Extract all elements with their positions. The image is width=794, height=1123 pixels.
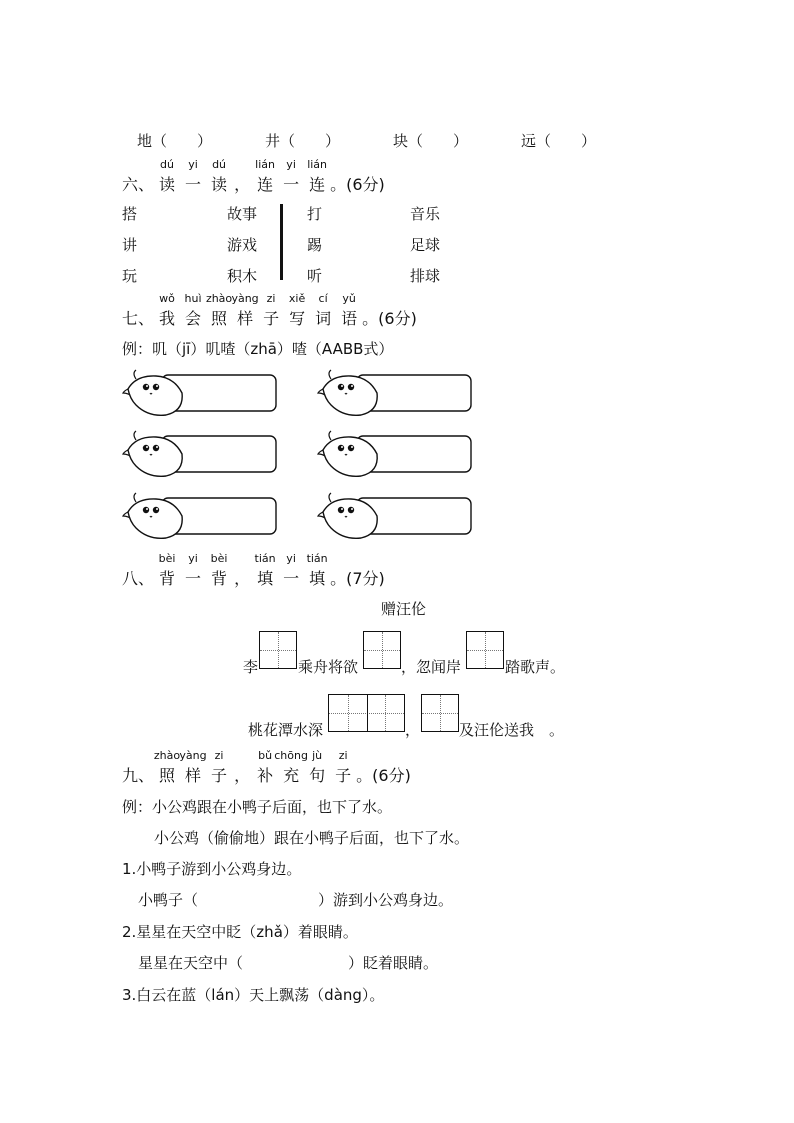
poem-text: 。 xyxy=(549,721,565,739)
pinyin-char xyxy=(179,749,207,786)
pinyin: bèi xyxy=(210,552,228,565)
pinyin: lián xyxy=(255,158,275,171)
pinyin-char xyxy=(211,158,228,195)
top-row-item: 地（ ） xyxy=(137,132,213,150)
hanzi: 背 xyxy=(159,569,176,588)
pinyin: tián xyxy=(254,552,276,565)
bird-answer-box[interactable] xyxy=(122,430,282,480)
poem-text: ，忽闻岸 xyxy=(401,658,462,676)
q6-title xyxy=(154,158,330,194)
q7-title xyxy=(154,292,362,328)
hanzi: 连 xyxy=(257,175,274,194)
q9-fill-1[interactable]: 小鸭子（ ）游到小公鸡身边。 xyxy=(138,891,454,909)
top-row-item: 远（ ） xyxy=(521,132,597,150)
pinyin-char xyxy=(205,292,233,329)
pinyin-char xyxy=(184,292,202,329)
pinyin-char xyxy=(234,763,250,786)
pinyin: bèi xyxy=(158,552,176,565)
q9-sentence-1: 1.小鸭子游到小公鸡身边。 xyxy=(122,860,302,878)
pinyin-char xyxy=(283,158,300,195)
q8-heading xyxy=(122,552,385,589)
match-item[interactable]: 听 xyxy=(307,267,323,285)
q9-example-answer: 小公鸡（偷偷地）跟在小鸭子后面，也下了水。 xyxy=(154,829,470,847)
pinyin-char xyxy=(306,552,328,589)
pinyin-char xyxy=(288,292,306,329)
poem-blank-box[interactable] xyxy=(363,631,401,669)
pinyin: yàng xyxy=(179,749,207,762)
match-item[interactable]: 音乐 xyxy=(410,205,441,223)
pinyin: yi xyxy=(188,158,198,171)
pinyin-char xyxy=(274,749,308,786)
pinyin: yàng xyxy=(231,292,259,305)
match-item[interactable]: 打 xyxy=(307,205,323,223)
poem-text: ， xyxy=(405,721,421,739)
poem-text: 乘舟将欲 xyxy=(298,658,359,676)
poem-blank-box[interactable] xyxy=(259,631,297,669)
hanzi: ， xyxy=(234,569,251,588)
divider-line xyxy=(280,204,283,280)
q7-heading xyxy=(122,292,417,329)
hanzi: 一 xyxy=(185,569,202,588)
q9-heading xyxy=(122,749,411,786)
q9-sentence-3: 3.白云在蓝（lán）天上飘荡（dàng）。 xyxy=(122,986,385,1004)
bird-answer-box[interactable] xyxy=(317,369,477,419)
q7-score: 。(6分) xyxy=(362,309,417,328)
pinyin: lián xyxy=(307,158,328,171)
pinyin-char xyxy=(341,292,358,329)
hanzi: 子 xyxy=(263,309,280,328)
hanzi: 语 xyxy=(341,309,358,328)
poem-blank-box[interactable] xyxy=(328,694,405,732)
hanzi: 一 xyxy=(283,569,300,588)
hanzi: 读 xyxy=(159,175,176,194)
hanzi: 读 xyxy=(211,175,228,194)
hanzi: ， xyxy=(234,175,251,194)
poem-text: 踏歌声。 xyxy=(505,658,566,676)
top-row-item: 块（ ） xyxy=(393,132,469,150)
pinyin-char xyxy=(210,552,228,589)
q9-number: 九、 xyxy=(122,766,155,785)
pinyin: zi xyxy=(338,749,348,762)
pinyin: zhào xyxy=(205,292,233,305)
hanzi: 一 xyxy=(283,175,300,194)
hanzi: 样 xyxy=(237,309,254,328)
q7-number: 七、 xyxy=(122,309,155,328)
pinyin-char xyxy=(335,749,352,786)
pinyin-char xyxy=(153,749,181,786)
hanzi: 照 xyxy=(159,766,176,785)
match-item[interactable]: 踢 xyxy=(307,236,323,254)
hanzi: 会 xyxy=(185,309,202,328)
pinyin-char xyxy=(159,292,176,329)
poem-text: 桃花潭水深 xyxy=(248,721,324,739)
poem-text: 及汪伦送我 xyxy=(459,721,535,739)
pinyin-char xyxy=(234,172,250,195)
pinyin-char xyxy=(185,552,202,589)
poem-title: 赠汪伦 xyxy=(381,600,427,618)
pinyin-char xyxy=(231,292,259,329)
match-item[interactable]: 玩 xyxy=(122,267,138,285)
pinyin: yi xyxy=(286,158,296,171)
pinyin: dú xyxy=(212,158,227,171)
poem-text: 李 xyxy=(243,658,259,676)
hanzi: 词 xyxy=(315,309,332,328)
pinyin-char xyxy=(263,292,280,329)
pinyin-char xyxy=(307,158,328,195)
pinyin: zhào xyxy=(153,749,181,762)
hanzi: 充 xyxy=(283,766,300,785)
bird-answer-box[interactable] xyxy=(317,430,477,480)
hanzi: 填 xyxy=(309,569,326,588)
pinyin-char xyxy=(283,552,300,589)
pinyin-char xyxy=(257,749,274,786)
match-item[interactable]: 讲 xyxy=(122,236,138,254)
q9-title xyxy=(153,749,356,785)
q7-example: 例：叽（jī）叽喳（zhā）喳（AABB式） xyxy=(122,340,394,358)
hanzi: 照 xyxy=(211,309,228,328)
pinyin-char xyxy=(255,158,275,195)
bird-answer-box[interactable] xyxy=(317,492,477,542)
hanzi: 背 xyxy=(211,569,228,588)
match-item[interactable]: 搭 xyxy=(122,205,138,223)
q8-number: 八、 xyxy=(122,569,155,588)
hanzi: 子 xyxy=(335,766,352,785)
pinyin-char xyxy=(158,552,176,589)
hanzi: 我 xyxy=(159,309,176,328)
pinyin: yi xyxy=(188,552,198,565)
pinyin-char xyxy=(234,566,250,589)
pinyin: chōng xyxy=(274,749,308,762)
q9-sentence-2: 2.星星在天空中眨（zhǎ）着眼睛。 xyxy=(122,923,358,941)
pinyin: yi xyxy=(286,552,296,565)
pinyin-char xyxy=(309,749,326,786)
q9-example: 例：小公鸡跟在小鸭子后面，也下了水。 xyxy=(122,798,393,816)
pinyin-char xyxy=(254,552,276,589)
q8-score: 。(7分) xyxy=(330,569,385,588)
q8-title xyxy=(154,552,330,588)
match-item[interactable]: 足球 xyxy=(410,236,441,254)
match-item[interactable]: 故事 xyxy=(227,205,258,223)
match-item[interactable]: 积木 xyxy=(227,267,258,285)
hanzi: 补 xyxy=(257,766,274,785)
pinyin-char xyxy=(185,158,202,195)
hanzi: 写 xyxy=(289,309,306,328)
hanzi: 子 xyxy=(211,766,228,785)
poem-blank-box[interactable] xyxy=(421,694,459,732)
match-item[interactable]: 游戏 xyxy=(227,236,258,254)
bird-answer-box[interactable] xyxy=(122,369,282,419)
pinyin-char xyxy=(159,158,176,195)
q9-fill-2[interactable]: 星星在天空中（ ）眨着眼睛。 xyxy=(138,954,439,972)
hanzi: 填 xyxy=(257,569,274,588)
pinyin: jù xyxy=(312,749,323,762)
poem-blank-box[interactable] xyxy=(466,631,504,669)
pinyin: tián xyxy=(306,552,328,565)
pinyin: xiě xyxy=(288,292,306,305)
bird-answer-box[interactable] xyxy=(122,492,282,542)
hanzi: 句 xyxy=(309,766,326,785)
pinyin-char xyxy=(315,292,332,329)
pinyin: cí xyxy=(318,292,328,305)
pinyin: dú xyxy=(160,158,174,171)
match-item[interactable]: 排球 xyxy=(410,267,441,285)
pinyin: huì xyxy=(184,292,202,305)
pinyin-char xyxy=(211,749,228,786)
pinyin: wǒ xyxy=(159,292,175,305)
pinyin: bǔ xyxy=(258,749,273,762)
q6-score: 。(6分) xyxy=(330,175,385,194)
pinyin: zi xyxy=(266,292,276,305)
hanzi: ， xyxy=(234,766,251,785)
pinyin: zi xyxy=(214,749,224,762)
hanzi: 连 xyxy=(309,175,326,194)
hanzi: 样 xyxy=(185,766,202,785)
pinyin: yǔ xyxy=(342,292,356,305)
top-row-item: 井（ ） xyxy=(265,132,341,150)
q9-score: 。(6分) xyxy=(356,766,411,785)
q6-number: 六、 xyxy=(122,175,155,194)
q6-heading xyxy=(122,158,385,195)
hanzi: 一 xyxy=(185,175,202,194)
